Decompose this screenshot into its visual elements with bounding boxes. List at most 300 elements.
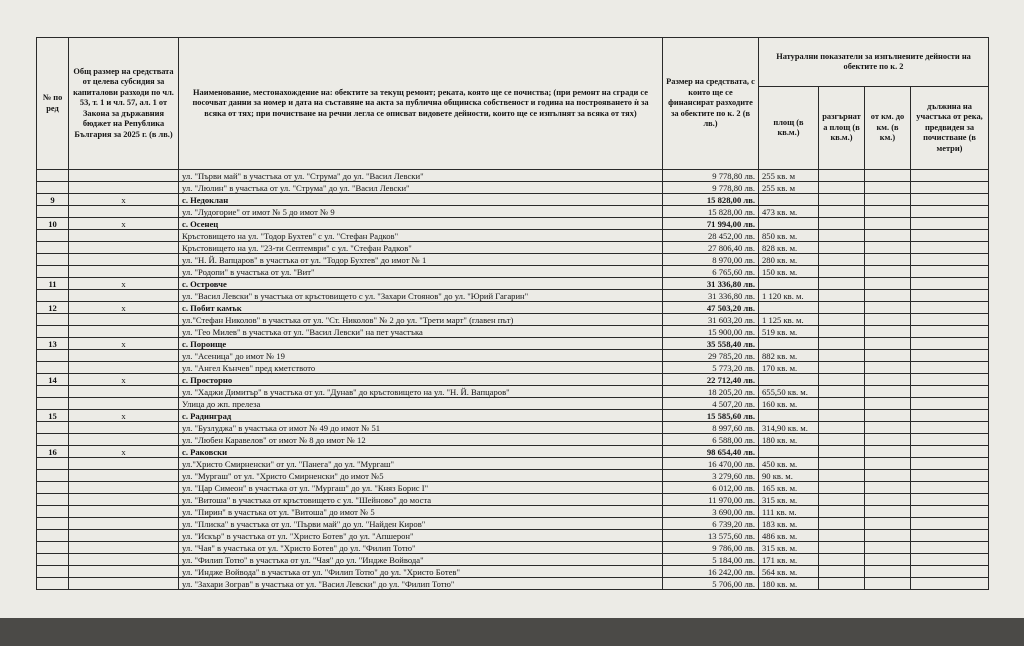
row-km-range — [865, 266, 911, 278]
row-area: 564 кв. м. — [759, 566, 819, 578]
row-total-mark — [69, 458, 179, 470]
row-km-range — [865, 194, 911, 206]
table-row — [37, 554, 989, 566]
row-object-name: Кръстовището на ул. "23-ти Септември" с ул. "Стефан Радков" — [179, 242, 663, 254]
row-km-range — [865, 170, 911, 182]
row-river-length — [911, 230, 989, 242]
row-expanded-area — [819, 278, 865, 290]
row-amount: 4 507,20 лв. — [663, 398, 759, 410]
row-number — [37, 554, 69, 566]
row-total-mark — [69, 542, 179, 554]
row-total-mark — [69, 326, 179, 338]
table-row — [37, 170, 989, 182]
row-number — [37, 230, 69, 242]
row-km-range — [865, 218, 911, 230]
row-river-length — [911, 170, 989, 182]
row-km-range — [865, 338, 911, 350]
row-km-range — [865, 422, 911, 434]
row-km-range — [865, 434, 911, 446]
row-river-length — [911, 278, 989, 290]
row-river-length — [911, 254, 989, 266]
row-area: 183 кв. м. — [759, 518, 819, 530]
header-km-range: от км. до км. (в км.) — [865, 87, 911, 170]
table-row — [37, 542, 989, 554]
header-amount: Размер на средствата, с които ще се финансират разходите за обектите по к. 2 (в лв.) — [663, 38, 759, 170]
row-number: 14 — [37, 374, 69, 386]
row-km-range — [865, 374, 911, 386]
row-object-name: с. Просторно — [179, 374, 663, 386]
row-area: 150 кв. м. — [759, 266, 819, 278]
row-total-mark — [69, 566, 179, 578]
row-river-length — [911, 242, 989, 254]
row-amount: 5 184,00 лв. — [663, 554, 759, 566]
table-row — [37, 434, 989, 446]
row-river-length — [911, 266, 989, 278]
row-km-range — [865, 182, 911, 194]
village-row — [37, 194, 989, 206]
row-object-name: ул. "Васил Левски" в участъка от кръстовището с ул. "Захари Стоянов" до ул. "Юрий Гагарин" — [179, 290, 663, 302]
row-object-name: ул. "Хаджи Димитър" в участъка от ул. "Дунав" до кръстовището на ул. "Н. Й. Вапцаров" — [179, 386, 663, 398]
row-amount: 9 778,80 лв. — [663, 182, 759, 194]
row-expanded-area — [819, 182, 865, 194]
row-number — [37, 482, 69, 494]
row-river-length — [911, 374, 989, 386]
row-expanded-area — [819, 410, 865, 422]
row-total-mark: х — [69, 410, 179, 422]
row-expanded-area — [819, 482, 865, 494]
row-area — [759, 338, 819, 350]
row-river-length — [911, 326, 989, 338]
row-expanded-area — [819, 302, 865, 314]
row-total-mark: х — [69, 374, 179, 386]
row-amount: 9 778,80 лв. — [663, 170, 759, 182]
row-amount: 29 785,20 лв. — [663, 350, 759, 362]
row-km-range — [865, 470, 911, 482]
table-row — [37, 266, 989, 278]
row-object-name: ул. "Родопи" в участъка от ул. "Вит" — [179, 266, 663, 278]
row-object-name: ул. "Бузлуджа" в участъка от имот № 49 до имот № 51 — [179, 422, 663, 434]
table-row — [37, 530, 989, 542]
row-amount: 27 806,40 лв. — [663, 242, 759, 254]
row-km-range — [865, 458, 911, 470]
row-area: 828 кв. м. — [759, 242, 819, 254]
row-object-name: с. Побит камък — [179, 302, 663, 314]
row-object-name: ул. "Н. Й. Вапцаров" в участъка от ул. "Тодор Бухтев" до имот № 1 — [179, 254, 663, 266]
row-area: 519 кв. м. — [759, 326, 819, 338]
row-km-range — [865, 506, 911, 518]
row-object-name: ул. "Захари Зограв" в участъка от ул. "Васил Левски" до ул. "Филип Тотю" — [179, 578, 663, 590]
row-total-mark — [69, 266, 179, 278]
row-river-length — [911, 578, 989, 590]
row-object-name: ул. "Цар Симеон" в участъка от ул. "Мургаш" до ул. "Княз Борис I" — [179, 482, 663, 494]
row-number — [37, 182, 69, 194]
row-amount: 8 970,00 лв. — [663, 254, 759, 266]
row-river-length — [911, 338, 989, 350]
row-area — [759, 410, 819, 422]
row-expanded-area — [819, 290, 865, 302]
row-number — [37, 566, 69, 578]
row-total-mark — [69, 386, 179, 398]
row-number — [37, 518, 69, 530]
row-km-range — [865, 410, 911, 422]
row-km-range — [865, 290, 911, 302]
row-object-name: ул. "Гео Милев" в участъка от ул. "Васил Левски" на пет участъка — [179, 326, 663, 338]
row-number — [37, 434, 69, 446]
row-object-name: с. Недоклан — [179, 194, 663, 206]
row-expanded-area — [819, 326, 865, 338]
row-number — [37, 398, 69, 410]
row-number — [37, 266, 69, 278]
row-area: 450 кв. м. — [759, 458, 819, 470]
row-object-name: ул. "Чая" в участъка от ул. "Христо Ботев" до ул. "Филип Тотю" — [179, 542, 663, 554]
row-total-mark — [69, 554, 179, 566]
row-total-mark — [69, 434, 179, 446]
row-object-name: с. Раковски — [179, 446, 663, 458]
row-km-range — [865, 398, 911, 410]
row-number — [37, 362, 69, 374]
table-row — [37, 182, 989, 194]
row-expanded-area — [819, 398, 865, 410]
row-amount: 16 242,00 лв. — [663, 566, 759, 578]
row-area: 280 кв. м. — [759, 254, 819, 266]
row-object-name: ул. "Първи май" в участъка от ул. "Струма" до ул. "Васил Левски" — [179, 170, 663, 182]
row-expanded-area — [819, 314, 865, 326]
table-row — [37, 482, 989, 494]
row-object-name: с. Осенец — [179, 218, 663, 230]
row-area: 315 кв. м. — [759, 542, 819, 554]
row-expanded-area — [819, 218, 865, 230]
row-area: 314,90 кв. м. — [759, 422, 819, 434]
row-amount: 35 558,40 лв. — [663, 338, 759, 350]
row-river-length — [911, 482, 989, 494]
row-river-length — [911, 290, 989, 302]
row-expanded-area — [819, 434, 865, 446]
row-expanded-area — [819, 506, 865, 518]
row-km-range — [865, 230, 911, 242]
row-area — [759, 302, 819, 314]
row-expanded-area — [819, 518, 865, 530]
row-expanded-area — [819, 230, 865, 242]
row-total-mark — [69, 254, 179, 266]
row-km-range — [865, 566, 911, 578]
row-river-length — [911, 470, 989, 482]
row-km-range — [865, 242, 911, 254]
row-object-name: ул. "Лудогорие" от имот № 5 до имот № 9 — [179, 206, 663, 218]
row-expanded-area — [819, 578, 865, 590]
header-total-amount: Общ размер на средствата от целева субсидия за капиталови разходи по чл. 53, т. 1 и чл. 57, ал. 1 от Закона за държавния бюджет на Република България за 2025 г. (в лв.) — [69, 38, 179, 170]
row-river-length — [911, 410, 989, 422]
row-object-name: Кръстовището на ул. "Тодор Бухтев" с ул. "Стефан Радков" — [179, 230, 663, 242]
row-object-name: ул. "Ангел Кънчев" пред кметството — [179, 362, 663, 374]
row-river-length — [911, 542, 989, 554]
row-km-range — [865, 254, 911, 266]
row-total-mark — [69, 518, 179, 530]
row-expanded-area — [819, 494, 865, 506]
row-object-name: ул. "Асеница" до имот № 19 — [179, 350, 663, 362]
village-row — [37, 410, 989, 422]
header-number: № по ред — [37, 38, 69, 170]
row-total-mark — [69, 470, 179, 482]
row-amount: 31 336,80 лв. — [663, 278, 759, 290]
row-area: 180 кв. м. — [759, 434, 819, 446]
header-area: площ (в кв.м.) — [759, 87, 819, 170]
row-object-name: ул."Христо Смирненски" от ул. "Панега" до ул. "Мургаш" — [179, 458, 663, 470]
row-km-range — [865, 542, 911, 554]
row-amount: 3 690,00 лв. — [663, 506, 759, 518]
row-total-mark — [69, 494, 179, 506]
row-object-name: ул. "Искър" в участъка от ул. "Христо Ботев" до ул. "Апшерон" — [179, 530, 663, 542]
row-river-length — [911, 194, 989, 206]
row-number: 15 — [37, 410, 69, 422]
row-amount: 31 336,80 лв. — [663, 290, 759, 302]
row-river-length — [911, 182, 989, 194]
row-km-range — [865, 386, 911, 398]
row-area: 255 кв. м — [759, 182, 819, 194]
row-object-name: ул. "Пирин" в участъка от ул. "Витоша" до имот № 5 — [179, 506, 663, 518]
row-total-mark — [69, 314, 179, 326]
row-area: 171 кв. м. — [759, 554, 819, 566]
header-expanded-area: разгърнат а площ (в кв.м.) — [819, 87, 865, 170]
row-amount: 11 970,00 лв. — [663, 494, 759, 506]
village-row — [37, 446, 989, 458]
row-area: 315 кв. м. — [759, 494, 819, 506]
row-object-name: ул. "Любен Каравелов" от имот № 8 до имот № 12 — [179, 434, 663, 446]
row-number: 10 — [37, 218, 69, 230]
row-total-mark — [69, 530, 179, 542]
table-header — [37, 38, 989, 170]
header-natural-indicators: Натурални показатели за изпълнените дейности на обектите по к. 2 — [759, 38, 989, 87]
table-row — [37, 422, 989, 434]
row-amount: 6 012,00 лв. — [663, 482, 759, 494]
row-km-range — [865, 350, 911, 362]
row-amount: 8 997,60 лв. — [663, 422, 759, 434]
row-area: 655,50 кв. м. — [759, 386, 819, 398]
row-number — [37, 290, 69, 302]
row-object-name: ул. "Люлин" в участъка от ул. "Струма" до ул. "Васил Левски" — [179, 182, 663, 194]
row-river-length — [911, 554, 989, 566]
row-river-length — [911, 350, 989, 362]
row-amount: 18 205,20 лв. — [663, 386, 759, 398]
row-object-name: ул. "Индже Войвода" в участъка от ул. "Филип Тотю" до ул. "Христо Ботев" — [179, 566, 663, 578]
row-expanded-area — [819, 530, 865, 542]
row-number — [37, 470, 69, 482]
row-number — [37, 422, 69, 434]
village-row — [37, 278, 989, 290]
row-total-mark — [69, 506, 179, 518]
row-number: 12 — [37, 302, 69, 314]
table-row — [37, 326, 989, 338]
row-river-length — [911, 458, 989, 470]
row-area — [759, 218, 819, 230]
row-amount: 3 279,60 лв. — [663, 470, 759, 482]
row-amount: 31 603,20 лв. — [663, 314, 759, 326]
row-amount: 28 452,00 лв. — [663, 230, 759, 242]
row-amount: 6 739,20 лв. — [663, 518, 759, 530]
table-row — [37, 254, 989, 266]
row-amount: 6 765,60 лв. — [663, 266, 759, 278]
row-expanded-area — [819, 242, 865, 254]
row-river-length — [911, 434, 989, 446]
row-river-length — [911, 566, 989, 578]
row-amount: 15 585,60 лв. — [663, 410, 759, 422]
row-number — [37, 494, 69, 506]
row-number — [37, 350, 69, 362]
row-area: 882 кв. м. — [759, 350, 819, 362]
row-area: 255 кв. м — [759, 170, 819, 182]
row-expanded-area — [819, 362, 865, 374]
row-total-mark — [69, 482, 179, 494]
row-area: 165 кв. м. — [759, 482, 819, 494]
table-row — [37, 230, 989, 242]
row-km-range — [865, 362, 911, 374]
row-amount: 6 588,00 лв. — [663, 434, 759, 446]
row-river-length — [911, 422, 989, 434]
row-number: 16 — [37, 446, 69, 458]
row-area — [759, 278, 819, 290]
row-river-length — [911, 530, 989, 542]
row-area: 170 кв. м. — [759, 362, 819, 374]
row-expanded-area — [819, 458, 865, 470]
village-row — [37, 218, 989, 230]
row-total-mark: х — [69, 194, 179, 206]
row-expanded-area — [819, 374, 865, 386]
row-number — [37, 578, 69, 590]
row-total-mark — [69, 422, 179, 434]
row-expanded-area — [819, 254, 865, 266]
table-row — [37, 206, 989, 218]
row-number — [37, 506, 69, 518]
table-row — [37, 242, 989, 254]
row-total-mark — [69, 578, 179, 590]
row-area: 180 кв. м. — [759, 578, 819, 590]
row-river-length — [911, 494, 989, 506]
row-km-range — [865, 518, 911, 530]
row-river-length — [911, 386, 989, 398]
table-row — [37, 350, 989, 362]
row-total-mark — [69, 362, 179, 374]
row-number — [37, 242, 69, 254]
row-km-range — [865, 554, 911, 566]
row-area: 1 120 кв. м. — [759, 290, 819, 302]
row-total-mark: х — [69, 278, 179, 290]
table-row — [37, 518, 989, 530]
row-river-length — [911, 218, 989, 230]
row-river-length — [911, 302, 989, 314]
table-row — [37, 386, 989, 398]
village-row — [37, 338, 989, 350]
row-area — [759, 194, 819, 206]
row-area — [759, 374, 819, 386]
row-number — [37, 326, 69, 338]
row-area — [759, 446, 819, 458]
header-object-name: Наименование, местонахождение на: обектите за текущ ремонт; реката, която ще се почиства; (при ремонт на сгради се посочват данни за номер и дата на съставяне на акта за публична общинска собственост и година на построяването ѝ за всяка от тях; при почистване на речни легла се описват видовете дейности, които ще се изпълнят за всяка от тях) — [179, 38, 663, 170]
row-expanded-area — [819, 542, 865, 554]
row-total-mark — [69, 170, 179, 182]
row-total-mark — [69, 182, 179, 194]
budget-table — [36, 37, 989, 590]
row-expanded-area — [819, 266, 865, 278]
row-expanded-area — [819, 386, 865, 398]
row-river-length — [911, 314, 989, 326]
row-total-mark — [69, 230, 179, 242]
row-object-name: ул. "Филип Тотю" в участъка от ул. "Чая" до ул. "Индже Войвода" — [179, 554, 663, 566]
row-km-range — [865, 314, 911, 326]
row-area: 160 кв. м. — [759, 398, 819, 410]
table-row — [37, 566, 989, 578]
row-number — [37, 314, 69, 326]
row-km-range — [865, 530, 911, 542]
row-amount: 71 994,00 лв. — [663, 218, 759, 230]
row-total-mark — [69, 242, 179, 254]
row-area: 486 кв. м. — [759, 530, 819, 542]
row-km-range — [865, 482, 911, 494]
village-row — [37, 374, 989, 386]
row-amount: 16 470,00 лв. — [663, 458, 759, 470]
table-row — [37, 362, 989, 374]
row-object-name: ул. "Витоша" в участъка от кръстовището с ул. "Шейново" до моста — [179, 494, 663, 506]
row-km-range — [865, 302, 911, 314]
row-amount: 13 575,60 лв. — [663, 530, 759, 542]
table-row — [37, 506, 989, 518]
row-object-name: ул. "Плиска" в участъка от ул. "Първи май" до ул. "Найден Киров" — [179, 518, 663, 530]
row-number: 9 — [37, 194, 69, 206]
row-km-range — [865, 494, 911, 506]
row-expanded-area — [819, 446, 865, 458]
table-row — [37, 458, 989, 470]
row-amount: 15 828,00 лв. — [663, 194, 759, 206]
table-row — [37, 470, 989, 482]
row-object-name: с. Островче — [179, 278, 663, 290]
row-expanded-area — [819, 470, 865, 482]
table-row — [37, 494, 989, 506]
row-amount: 9 786,00 лв. — [663, 542, 759, 554]
header-river-length: дължина на участъка от река, предвиден за почистване (в метри) — [911, 87, 989, 170]
row-total-mark: х — [69, 302, 179, 314]
row-river-length — [911, 446, 989, 458]
row-amount: 15 900,00 лв. — [663, 326, 759, 338]
row-number — [37, 206, 69, 218]
row-expanded-area — [819, 350, 865, 362]
row-km-range — [865, 326, 911, 338]
row-number — [37, 542, 69, 554]
row-number — [37, 386, 69, 398]
row-number — [37, 458, 69, 470]
row-number — [37, 254, 69, 266]
row-object-name: с. Пороище — [179, 338, 663, 350]
row-area: 850 кв. м. — [759, 230, 819, 242]
row-area: 90 кв. м. — [759, 470, 819, 482]
row-total-mark — [69, 398, 179, 410]
row-amount: 5 773,20 лв. — [663, 362, 759, 374]
row-amount: 5 706,00 лв. — [663, 578, 759, 590]
row-object-name: с. Радинград — [179, 410, 663, 422]
village-row — [37, 302, 989, 314]
row-expanded-area — [819, 206, 865, 218]
table-row — [37, 290, 989, 302]
row-expanded-area — [819, 338, 865, 350]
row-expanded-area — [819, 422, 865, 434]
table-row — [37, 398, 989, 410]
row-object-name: ул. "Мургаш" от ул. "Христо Смирненски" до имот №5 — [179, 470, 663, 482]
row-expanded-area — [819, 566, 865, 578]
row-km-range — [865, 446, 911, 458]
row-number — [37, 530, 69, 542]
photo-edge — [0, 618, 1024, 646]
row-expanded-area — [819, 170, 865, 182]
row-amount: 98 654,40 лв. — [663, 446, 759, 458]
row-number — [37, 170, 69, 182]
row-total-mark: х — [69, 338, 179, 350]
